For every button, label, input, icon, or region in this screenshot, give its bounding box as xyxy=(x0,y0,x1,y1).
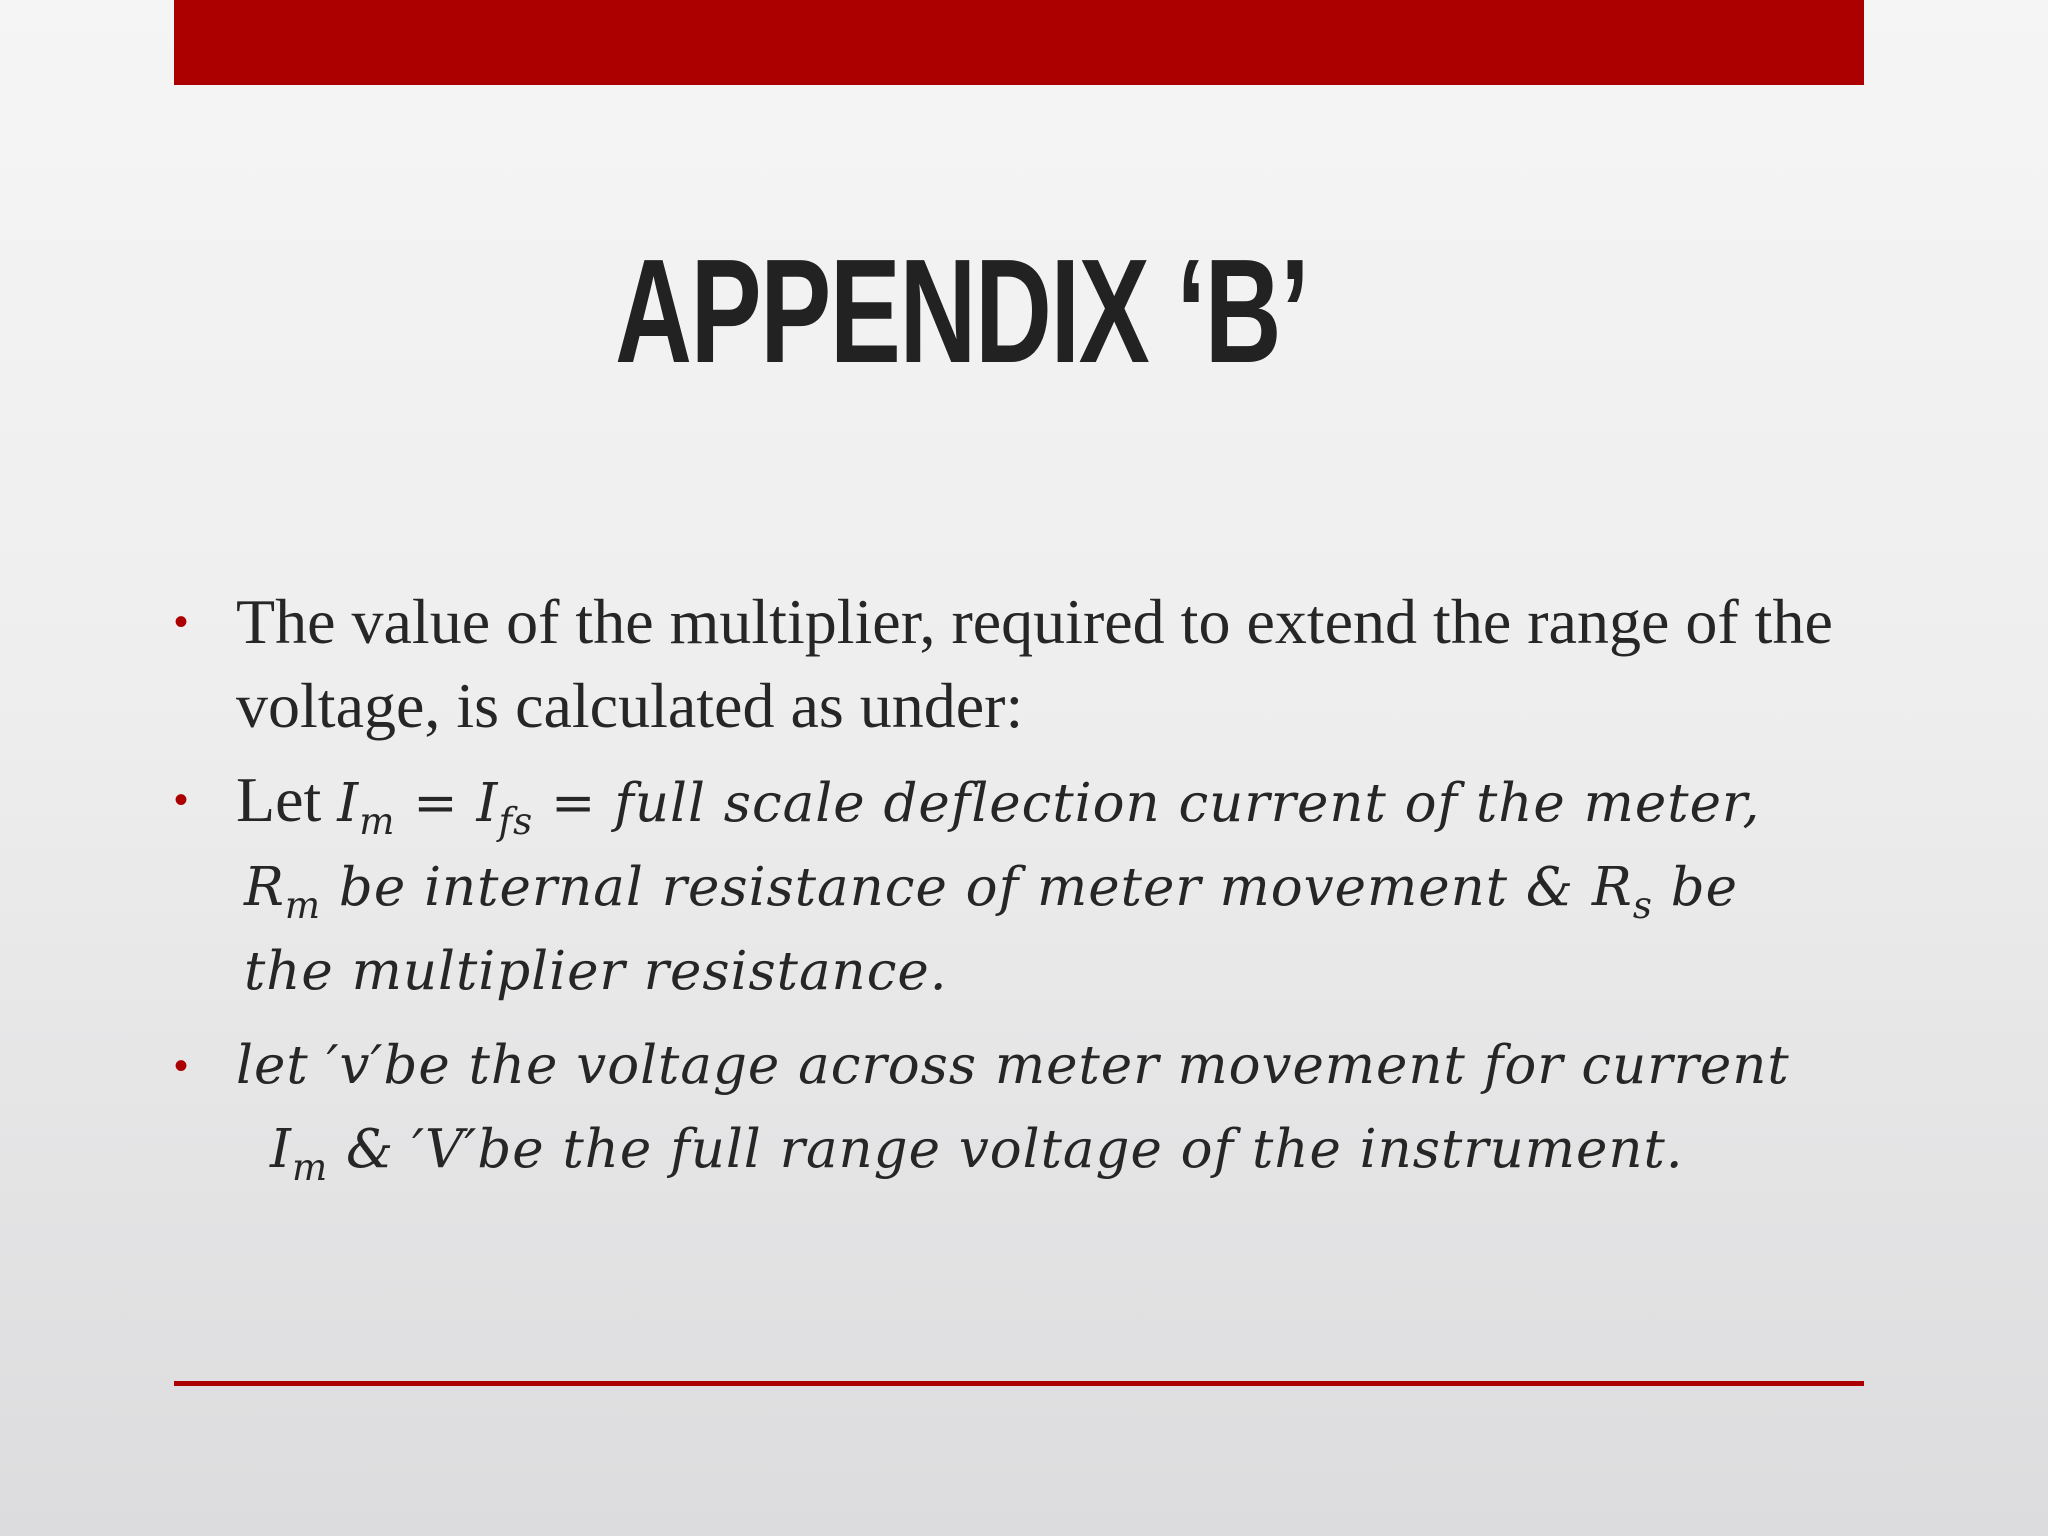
symbol-r: R xyxy=(1591,857,1633,918)
subscript-m: m xyxy=(284,883,322,927)
bullet-2-line-3: the multiplier resistance. xyxy=(244,941,948,1002)
bullet-dot-icon: • xyxy=(174,778,189,822)
formula-text: be xyxy=(1652,857,1738,918)
symbol-i: I xyxy=(337,773,360,834)
bullet-1-line-1: The value of the multiplier, required to extend the range of the xyxy=(236,586,1833,657)
formula-text: = full scale deflection current of the meter, xyxy=(533,773,1761,834)
slide-title: APPENDIX ‘B’ xyxy=(615,229,1309,394)
bullet-dot-icon: • xyxy=(174,600,189,644)
bullet-3-line-1: let ′v′be the voltage across meter movement for current xyxy=(236,1035,1790,1096)
bullet-2-prefix: Let xyxy=(236,764,338,835)
formula-text: be internal resistance of meter movement & xyxy=(321,857,1592,918)
bullet-item-1 xyxy=(174,580,2014,748)
bullet-1-line-2: voltage, is calculated as under: xyxy=(236,670,1024,741)
bullet-2-line-1 xyxy=(236,758,2014,846)
subscript-m: m xyxy=(359,799,396,843)
bullet-dot-icon: • xyxy=(174,1044,189,1088)
symbol-i: I xyxy=(476,773,499,834)
bullet-item-3 xyxy=(174,1024,2014,1192)
symbol-r: R xyxy=(244,857,285,918)
subscript-s: s xyxy=(1632,883,1653,927)
bullet-2-line-2 xyxy=(236,846,2014,930)
subscript-fs: fs xyxy=(498,799,534,843)
formula-text: & ′V′be the full range voltage of the instrument. xyxy=(328,1119,1684,1180)
equals-sign: = xyxy=(395,773,477,834)
bullet-3-line-2 xyxy=(236,1108,2014,1192)
symbol-i: I xyxy=(270,1119,292,1180)
top-accent-bar xyxy=(174,0,1864,85)
bullet-list xyxy=(174,580,2014,1202)
bullet-item-2 xyxy=(174,758,2014,1014)
bullet-2-formula xyxy=(337,773,1761,843)
bottom-accent-rule xyxy=(174,1381,1864,1386)
subscript-m: m xyxy=(291,1145,329,1189)
